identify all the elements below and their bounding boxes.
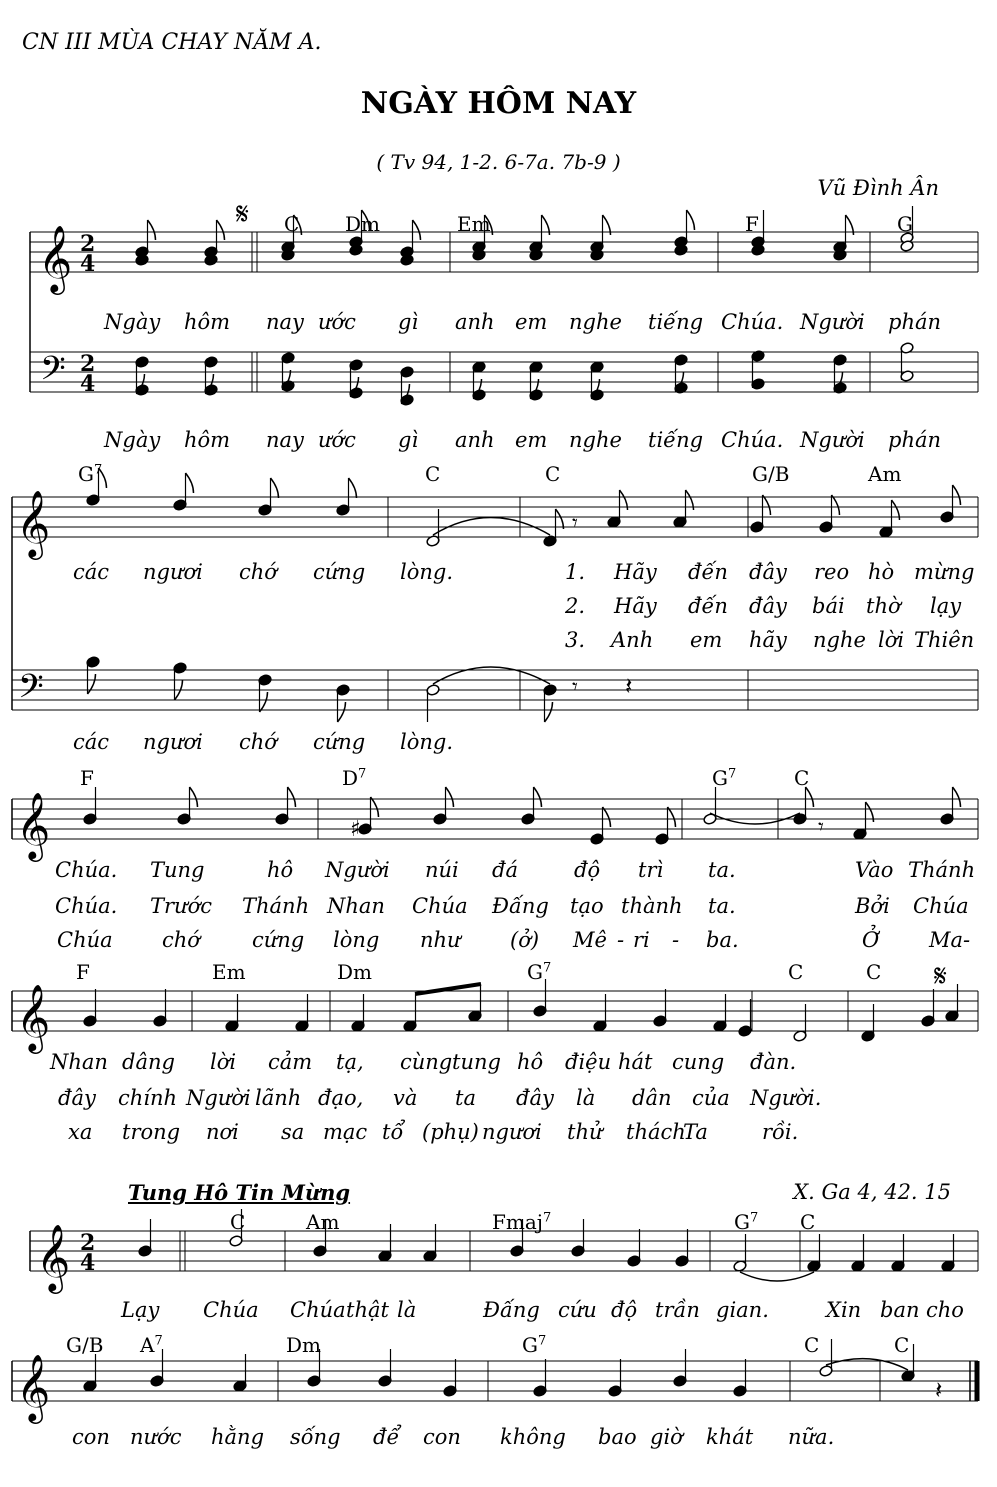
lyric-syllable: đến bbox=[688, 594, 728, 618]
chord-symbol: $G^7$ bbox=[527, 960, 552, 984]
note-flag bbox=[668, 807, 676, 827]
lyric-syllable: núi bbox=[425, 858, 459, 882]
lyric-syllable: nghe bbox=[569, 428, 622, 452]
note-flag bbox=[186, 473, 194, 493]
lyric-syllable: (ở) bbox=[510, 928, 540, 952]
lyric-syllable: ước bbox=[318, 310, 356, 334]
lyric-syllable: Người. bbox=[750, 1086, 822, 1110]
note-flag bbox=[260, 692, 268, 712]
lyric-syllable: rồi. bbox=[762, 1120, 799, 1144]
lyric-syllable: Xin bbox=[826, 1298, 862, 1322]
lyric-syllable: hát bbox=[618, 1050, 653, 1074]
note-flag bbox=[271, 478, 279, 498]
time-signature-top: 2 bbox=[80, 351, 96, 377]
lyric-syllable: Chúa. bbox=[721, 310, 784, 334]
lyric-syllable: sa bbox=[281, 1120, 305, 1144]
psalm-reference: ( Tv 94, 1-2. 6-7a. 7b-9 ) bbox=[376, 150, 621, 174]
lyric-syllable: hô bbox=[517, 1050, 544, 1074]
bass-clef-icon: 𝄢 bbox=[18, 668, 44, 714]
lyric-syllable: Thiên bbox=[914, 628, 975, 652]
lyric-syllable: Bởi bbox=[855, 894, 890, 918]
note-flag bbox=[288, 787, 296, 807]
lyric-syllable: Chúa bbox=[203, 1298, 259, 1322]
lyric-syllable: ngươi bbox=[143, 560, 203, 584]
lyric-syllable: thờ bbox=[866, 594, 901, 618]
lyric-syllable: đây bbox=[516, 1086, 554, 1110]
lyric-syllable: em bbox=[515, 310, 548, 334]
lyric-syllable: trì bbox=[638, 858, 664, 882]
chord-symbol: C bbox=[788, 960, 804, 984]
chord-symbol: C bbox=[804, 1333, 820, 1357]
lyric-syllable: trong bbox=[122, 1120, 181, 1144]
lyric-syllable: như bbox=[420, 928, 461, 952]
chord-symbol: C bbox=[284, 212, 300, 236]
lyric-syllable: hằng bbox=[211, 1425, 265, 1449]
lyric-syllable: nước bbox=[130, 1425, 182, 1449]
lyric-syllable: Đấng bbox=[492, 894, 549, 918]
lyric-syllable: đây bbox=[58, 1086, 96, 1110]
lyric-syllable: nghe bbox=[569, 310, 622, 334]
treble-clef-icon: 𝄞 bbox=[16, 1353, 51, 1421]
treble-clef-icon: 𝄞 bbox=[16, 983, 51, 1051]
lyric-syllable: điệu bbox=[565, 1050, 612, 1074]
lyric-syllable: để bbox=[373, 1425, 400, 1449]
lyric-syllable: mừng bbox=[914, 560, 975, 584]
lyric-syllable: Chúa bbox=[913, 894, 969, 918]
time-signature-top: 2 bbox=[80, 1230, 96, 1256]
lyric-syllable: chớ bbox=[162, 928, 200, 952]
quarter-rest-icon: 𝄽 bbox=[935, 1376, 943, 1404]
lyric-syllable: em bbox=[515, 428, 548, 452]
lyric-syllable: tung bbox=[452, 1050, 501, 1074]
treble-clef-icon: 𝄞 bbox=[38, 224, 73, 292]
lyric-syllable: sống bbox=[290, 1425, 341, 1449]
note-flag bbox=[190, 787, 198, 807]
note-flag bbox=[349, 478, 357, 498]
lyric-syllable: Đấng bbox=[483, 1298, 540, 1322]
lyric-syllable: hãy bbox=[749, 628, 787, 652]
lyric-syllable: (phụ) bbox=[422, 1120, 479, 1144]
lyric-syllable: gì bbox=[398, 310, 419, 334]
note-flag bbox=[953, 787, 961, 807]
lyric-syllable: lời bbox=[878, 628, 905, 652]
lyric-syllable: lãnh bbox=[255, 1086, 302, 1110]
lyric-syllable: không bbox=[500, 1425, 566, 1449]
lyric-syllable: tiếng bbox=[648, 428, 704, 452]
lyric-syllable: Tung bbox=[150, 858, 205, 882]
lyric-syllable: bái bbox=[812, 594, 845, 618]
lyric-syllable: nơi bbox=[206, 1120, 239, 1144]
chord-symbol: C bbox=[894, 1333, 910, 1357]
chord-symbol: G/B bbox=[752, 462, 790, 486]
lyric-syllable: và bbox=[393, 1086, 418, 1110]
lyric-syllable: đạo, bbox=[318, 1086, 364, 1110]
composer: Vũ Đình Ân bbox=[817, 176, 939, 200]
chord-symbol: F bbox=[76, 960, 90, 984]
lyric-syllable: nay bbox=[266, 310, 304, 334]
eighth-rest-icon: 𝄾 bbox=[818, 815, 824, 840]
tie-arc bbox=[740, 1272, 814, 1281]
lyric-syllable: các bbox=[73, 560, 110, 584]
lyric-syllable: cùng bbox=[400, 1050, 453, 1074]
lyric-syllable: đây bbox=[749, 594, 787, 618]
lyric-syllable: Lạy bbox=[121, 1298, 160, 1322]
note-flag bbox=[446, 787, 454, 807]
lyric-syllable: thật bbox=[346, 1298, 389, 1322]
note-flag bbox=[832, 495, 840, 515]
lyric-syllable: - bbox=[617, 928, 625, 952]
note-flag bbox=[88, 674, 96, 694]
lyric-syllable: Ngày bbox=[104, 310, 161, 334]
time-signature-bottom: 4 bbox=[80, 371, 96, 397]
lyric-syllable: ta. bbox=[708, 894, 736, 918]
lyric-syllable: Chúa bbox=[57, 928, 113, 952]
note-flag bbox=[806, 787, 814, 807]
lyric-syllable: đá bbox=[492, 858, 518, 882]
lyric-syllable: Chúa. bbox=[721, 428, 784, 452]
note-flag bbox=[148, 220, 156, 240]
lyric-syllable: lòng bbox=[333, 928, 380, 952]
note-flag bbox=[371, 797, 379, 817]
lyric-syllable: mạc bbox=[323, 1120, 368, 1144]
chord-symbol: C bbox=[866, 960, 882, 984]
lyric-syllable: chớ bbox=[239, 560, 277, 584]
lyric-syllable: cứng bbox=[313, 730, 366, 754]
lyric-syllable: em bbox=[690, 628, 723, 652]
lyric-syllable: là bbox=[576, 1086, 596, 1110]
tie-arc bbox=[826, 1359, 908, 1370]
lyric-syllable: hôm bbox=[184, 310, 231, 334]
lyric-syllable: giờ bbox=[650, 1425, 683, 1449]
lyric-syllable: anh bbox=[455, 310, 495, 334]
chord-symbol: F bbox=[745, 212, 759, 236]
lyric-syllable: Ngày bbox=[104, 428, 161, 452]
lyric-syllable: gian. bbox=[716, 1298, 769, 1322]
lyric-syllable: hô bbox=[267, 858, 294, 882]
lyric-syllable: khát bbox=[706, 1425, 754, 1449]
lyric-syllable: Hãy bbox=[614, 594, 657, 618]
lyric-syllable: lạy bbox=[930, 594, 962, 618]
treble-clef-icon: 𝄞 bbox=[16, 791, 51, 859]
lyric-syllable: cho bbox=[926, 1298, 964, 1322]
chord-symbol: $D^7$ bbox=[342, 766, 367, 790]
chord-symbol: Fmaj$^7$ bbox=[492, 1210, 552, 1234]
lyric-syllable: 3. bbox=[565, 628, 586, 652]
lyric-syllable: ri bbox=[633, 928, 650, 952]
lyric-syllable: dân bbox=[632, 1086, 672, 1110]
lyric-syllable: Chúa. bbox=[55, 858, 118, 882]
time-signature-bottom: 4 bbox=[80, 1250, 96, 1276]
chord-symbol: C bbox=[230, 1210, 246, 1234]
lyric-syllable: Ma- bbox=[929, 928, 971, 952]
lyric-syllable: ngươi bbox=[143, 730, 203, 754]
lyric-syllable: độ bbox=[574, 858, 601, 882]
note-flag bbox=[217, 220, 225, 240]
chord-symbol: Em bbox=[212, 960, 246, 984]
chord-symbol: G bbox=[897, 212, 913, 236]
note-flag bbox=[534, 787, 542, 807]
note-flag bbox=[545, 702, 553, 722]
lyric-syllable: lòng. bbox=[400, 730, 454, 754]
lyric-syllable: tiếng bbox=[648, 310, 704, 334]
lyric-syllable: Mê bbox=[573, 928, 607, 952]
lyric-syllable: phán bbox=[888, 310, 942, 334]
segno-icon: 𝄋 bbox=[934, 959, 947, 994]
lyric-syllable: cung bbox=[672, 1050, 725, 1074]
lyric-syllable: Thánh bbox=[242, 894, 310, 918]
lyric-syllable: nghe bbox=[813, 628, 866, 652]
quarter-rest-icon: 𝄽 bbox=[625, 672, 633, 700]
chord-symbol: $G^7$ bbox=[522, 1333, 547, 1357]
section-title: Tung Hô Tin Mừng bbox=[128, 1180, 351, 1205]
lyric-syllable: thách bbox=[626, 1120, 686, 1144]
chord-symbol: $G^7$ bbox=[734, 1210, 759, 1234]
lyric-syllable: reo bbox=[814, 560, 850, 584]
liturgy-label: CN III MÙA CHAY NĂM A. bbox=[22, 30, 322, 55]
lyric-syllable: Thánh bbox=[908, 858, 976, 882]
lyric-syllable: tạ, bbox=[336, 1050, 364, 1074]
lyric-syllable: cứng bbox=[252, 928, 305, 952]
lyric-syllable: các bbox=[73, 730, 110, 754]
lyric-syllable: nữa. bbox=[788, 1425, 835, 1449]
chord-symbol: G/B bbox=[66, 1333, 104, 1357]
lyric-syllable: lòng. bbox=[400, 560, 454, 584]
chord-symbol: $G^7$ bbox=[78, 462, 103, 486]
lyric-syllable: chớ bbox=[239, 730, 277, 754]
chord-symbol: $G^7$ bbox=[712, 766, 737, 790]
lyric-syllable: ta. bbox=[708, 858, 736, 882]
sharp-icon: ♯ bbox=[350, 817, 361, 842]
lyric-syllable: Người bbox=[800, 310, 865, 334]
bass-clef-icon: 𝄢 bbox=[40, 350, 66, 396]
lyric-syllable: lời bbox=[210, 1050, 237, 1074]
time-signature-bottom: 4 bbox=[80, 251, 96, 277]
lyric-syllable: ngươi bbox=[482, 1120, 542, 1144]
lyric-syllable: trần bbox=[655, 1298, 700, 1322]
lyric-syllable: Người bbox=[186, 1086, 251, 1110]
note-flag bbox=[338, 702, 346, 722]
note-flag bbox=[556, 509, 564, 529]
lyric-syllable: bao bbox=[598, 1425, 637, 1449]
lyric-syllable: cứng bbox=[313, 560, 366, 584]
lyric-syllable: dâng bbox=[122, 1050, 175, 1074]
lyric-syllable: con bbox=[72, 1425, 110, 1449]
treble-clef-icon: 𝄞 bbox=[16, 489, 51, 557]
lyric-syllable: Nhan bbox=[327, 894, 385, 918]
lyric-syllable: gì bbox=[398, 428, 419, 452]
lyric-syllable: xa bbox=[68, 1120, 93, 1144]
lyric-syllable: thử bbox=[567, 1120, 603, 1144]
lyric-syllable: đàn. bbox=[750, 1050, 797, 1074]
lyric-syllable: Hãy bbox=[614, 560, 657, 584]
lyric-syllable: Người bbox=[800, 428, 865, 452]
lyric-syllable: - bbox=[672, 928, 680, 952]
chord-symbol: F bbox=[80, 766, 94, 790]
lyric-syllable: Ở bbox=[862, 928, 880, 952]
lyric-syllable: chính bbox=[118, 1086, 178, 1110]
note-flag bbox=[603, 807, 611, 827]
note-flag bbox=[687, 210, 695, 230]
lyric-syllable: Người bbox=[325, 858, 390, 882]
chord-symbol: C bbox=[800, 1210, 816, 1234]
lyric-syllable: cảm bbox=[268, 1050, 313, 1074]
lyric-syllable: thành bbox=[621, 894, 683, 918]
lyric-syllable: hò bbox=[868, 560, 895, 584]
lyric-syllable: anh bbox=[455, 428, 495, 452]
segno-icon: 𝄋 bbox=[236, 197, 249, 232]
time-signature-top: 2 bbox=[80, 231, 96, 257]
lyric-syllable: ta bbox=[455, 1086, 476, 1110]
chord-symbol: Dm bbox=[337, 960, 372, 984]
note-flag bbox=[763, 495, 771, 515]
note-flag bbox=[953, 485, 961, 505]
lyric-syllable: ban bbox=[880, 1298, 920, 1322]
lyric-syllable: độ bbox=[611, 1298, 638, 1322]
chord-symbol: Dm bbox=[345, 212, 380, 236]
chord-symbol: $A^7$ bbox=[140, 1333, 163, 1357]
lyric-syllable: Vào bbox=[855, 858, 894, 882]
lyric-syllable: Chúa bbox=[412, 894, 468, 918]
lyric-syllable: tổ bbox=[382, 1120, 404, 1144]
beam bbox=[415, 984, 481, 994]
tie-arc bbox=[433, 518, 550, 536]
chord-symbol: Am bbox=[868, 462, 902, 486]
chord-symbol: Dm bbox=[286, 1333, 321, 1357]
lyric-syllable: con bbox=[423, 1425, 461, 1449]
lyric-syllable: nay bbox=[266, 428, 304, 452]
lyric-syllable: Nhan bbox=[50, 1050, 108, 1074]
lyric-syllable: 2. bbox=[565, 594, 586, 618]
chord-symbol: Am bbox=[306, 1210, 340, 1234]
treble-clef-icon: 𝄞 bbox=[36, 1223, 71, 1291]
lyric-syllable: ba. bbox=[706, 928, 739, 952]
song-title: NGÀY HÔM NAY bbox=[360, 86, 637, 121]
lyric-syllable: Chúa bbox=[290, 1298, 346, 1322]
lyric-syllable: ước bbox=[318, 428, 356, 452]
lyric-syllable: Chúa. bbox=[55, 894, 118, 918]
eighth-rest-icon: 𝄾 bbox=[572, 511, 578, 536]
lyric-syllable: là bbox=[397, 1298, 417, 1322]
chord-symbol: Em bbox=[457, 212, 491, 236]
lyric-syllable: Anh bbox=[611, 628, 654, 652]
lyric-syllable: Trước bbox=[150, 894, 212, 918]
lyric-syllable: 1. bbox=[565, 560, 586, 584]
chord-symbol: C bbox=[794, 766, 810, 790]
note-flag bbox=[413, 220, 421, 240]
lyric-syllable: cứu bbox=[558, 1298, 597, 1322]
lyric-syllable: tạo bbox=[570, 894, 604, 918]
lyric-syllable: Ta bbox=[683, 1120, 708, 1144]
lyric-syllable: phán bbox=[888, 428, 942, 452]
lyric-syllable: của bbox=[692, 1086, 730, 1110]
chord-symbol: C bbox=[545, 462, 561, 486]
lyric-syllable: hôm bbox=[184, 428, 231, 452]
section-reference: X. Ga 4, 42. 15 bbox=[793, 1180, 951, 1204]
eighth-rest-icon: 𝄾 bbox=[572, 675, 578, 700]
lyric-syllable: đến bbox=[688, 560, 728, 584]
chord-symbol: C bbox=[425, 462, 441, 486]
lyric-syllable: đây bbox=[749, 560, 787, 584]
